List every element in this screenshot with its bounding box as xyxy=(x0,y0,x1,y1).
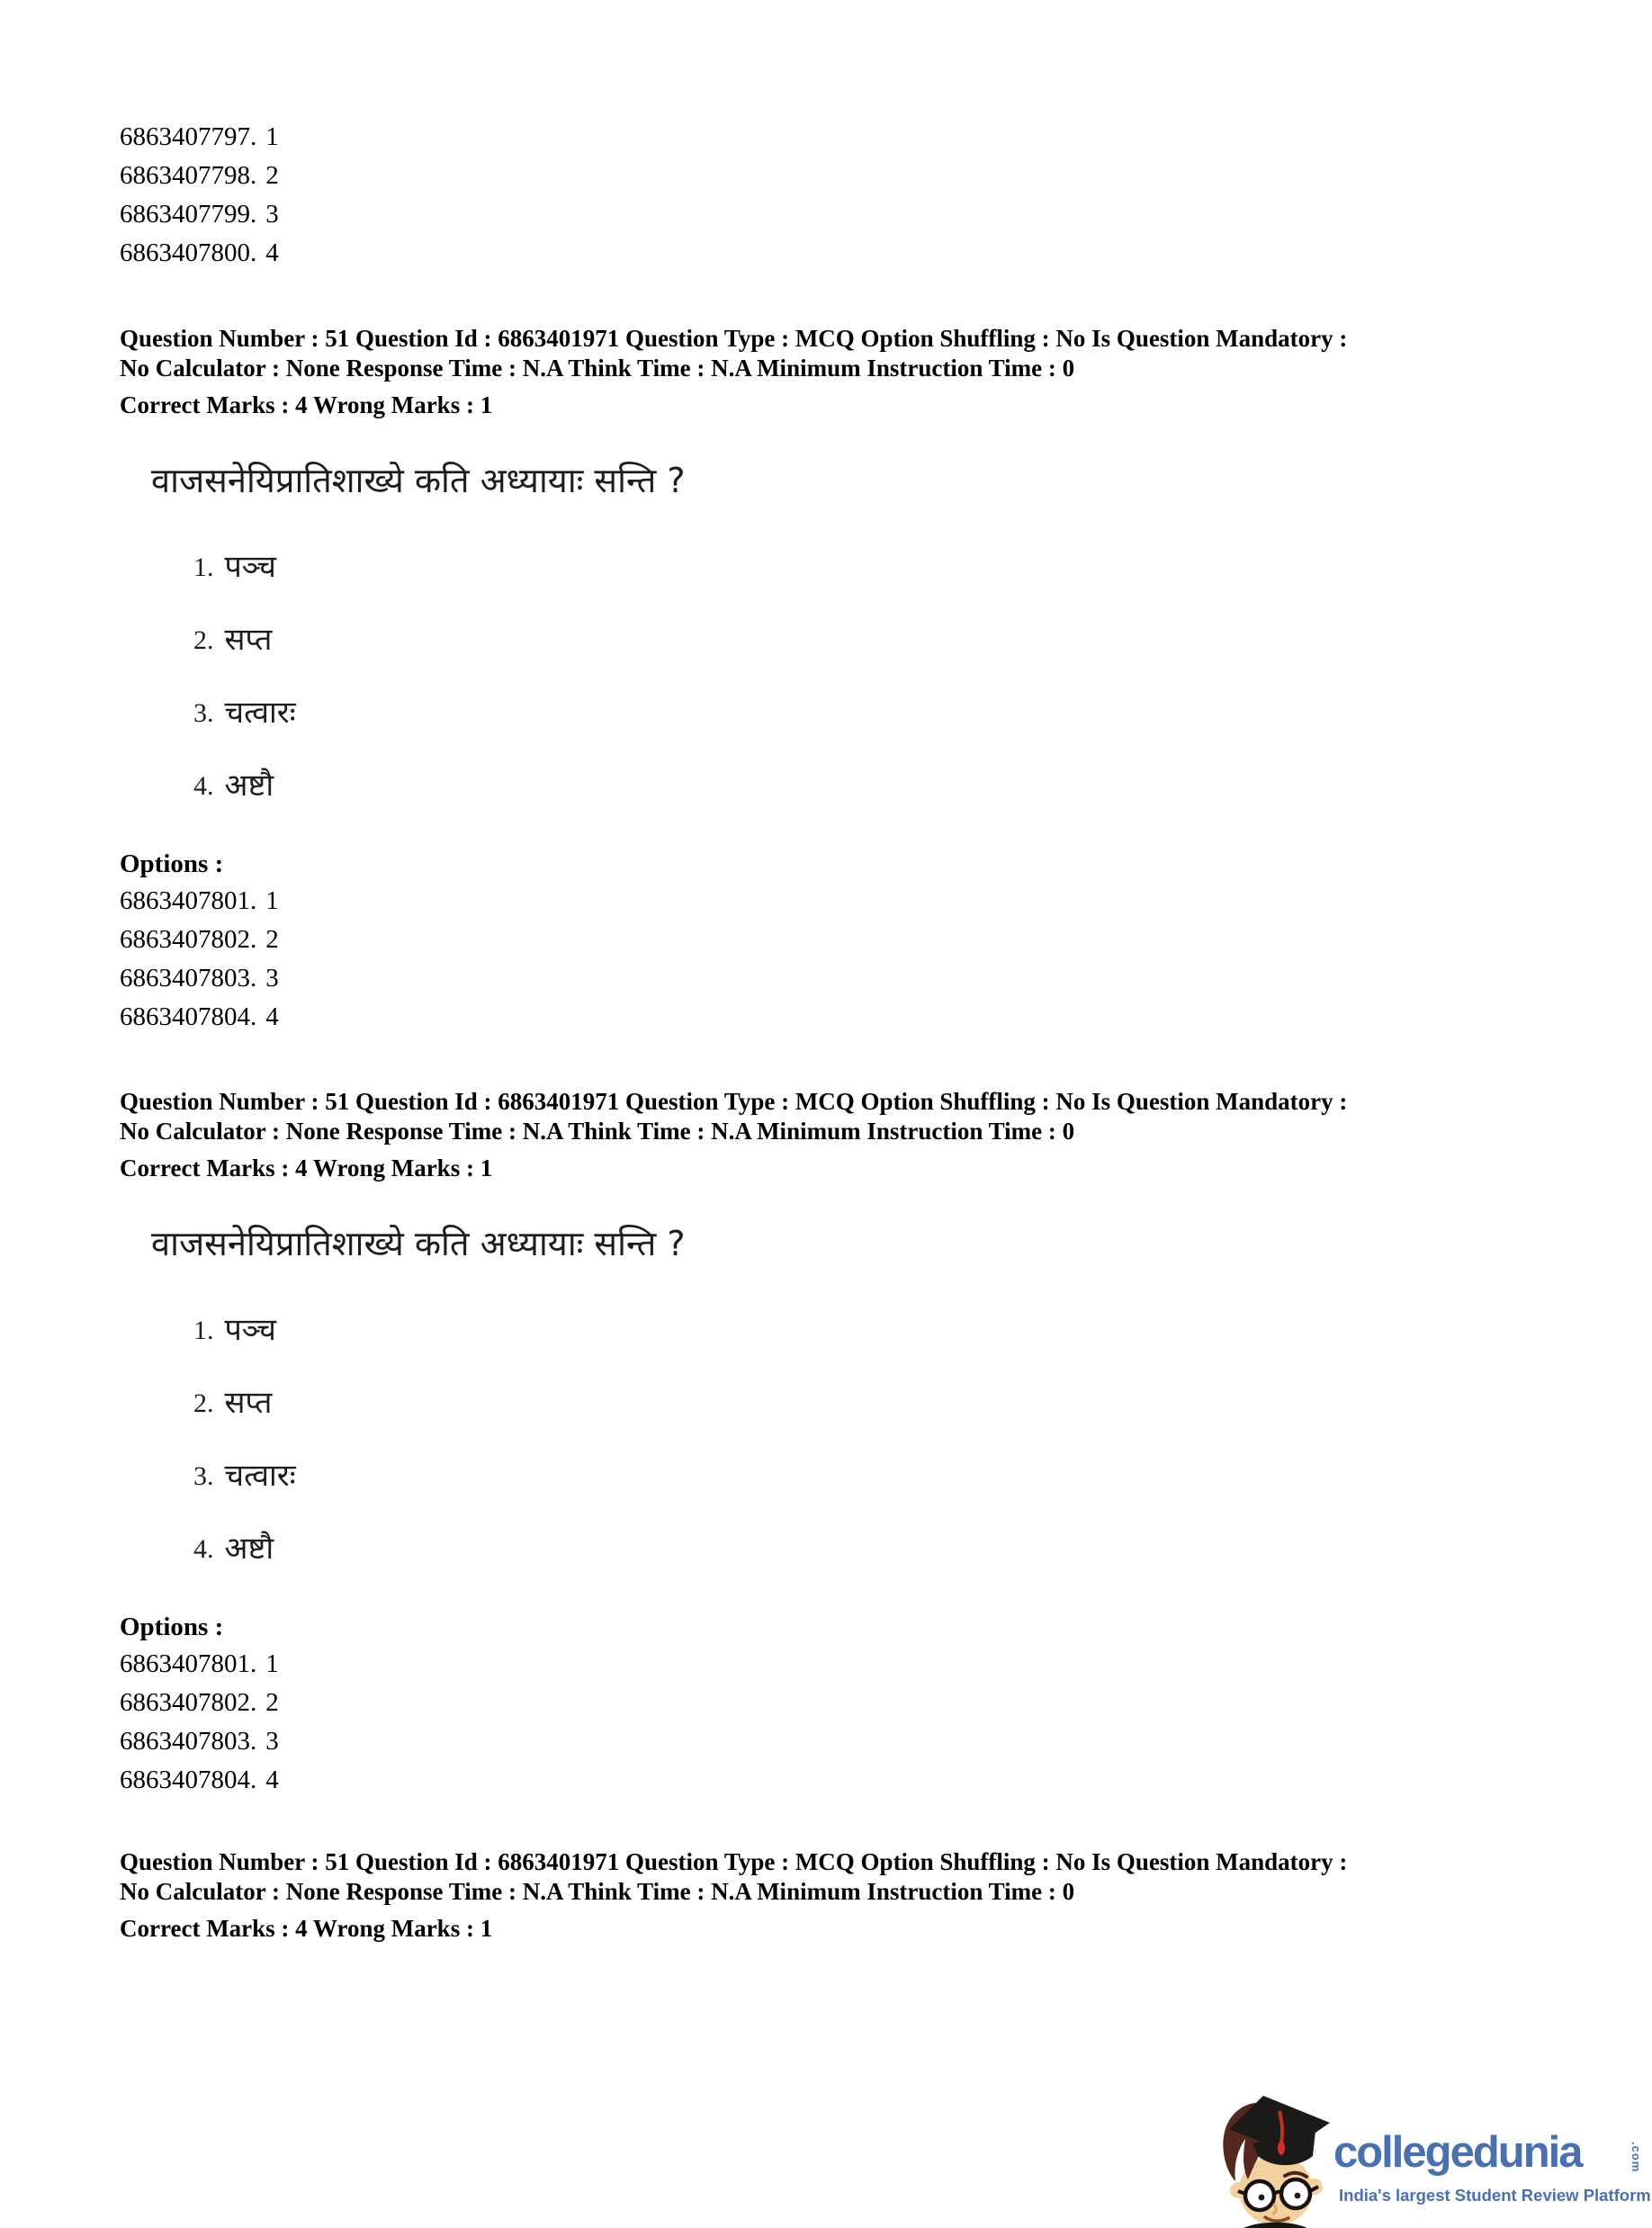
collegedunia-logo xyxy=(1217,2084,1652,2228)
choice-item xyxy=(193,688,1595,732)
choice-text: अष्टौ xyxy=(224,1531,274,1567)
option-answer-number: 1 xyxy=(265,886,279,915)
option-id-row xyxy=(120,998,1595,1037)
choice-text: अष्टौ xyxy=(224,768,274,804)
option-id: 6863407799. xyxy=(120,200,257,229)
choice-number: 1. xyxy=(193,1316,214,1345)
option-id-row xyxy=(120,1722,1595,1761)
question-metadata xyxy=(120,1087,1595,1146)
option-id-row xyxy=(120,234,1595,273)
choice-number: 1. xyxy=(193,553,214,582)
option-id: 6863407797. xyxy=(120,122,257,151)
question-block xyxy=(120,1087,1595,1800)
student-mascot-icon xyxy=(1217,2093,1333,2228)
option-answer-number: 4 xyxy=(265,238,279,267)
choice-text: चत्वारः xyxy=(224,1458,296,1494)
option-id: 6863407798. xyxy=(120,161,257,190)
choice-number: 4. xyxy=(193,1534,214,1564)
option-answer-number: 4 xyxy=(265,1002,279,1031)
question-metadata-line: Question Number : 51 Question Id : 6863401971 Question Type : MCQ Option Shuffling : No Is Question Mandatory : xyxy=(120,325,1348,352)
option-id-row xyxy=(120,1684,1595,1722)
choice-number: 3. xyxy=(193,698,214,728)
option-answer-number: 2 xyxy=(265,161,279,190)
question-metadata-line: No Calculator : None Response Time : N.A Think Time : N.A Minimum Instruction Time : 0 xyxy=(120,355,1075,382)
option-answer-number: 4 xyxy=(265,1765,279,1794)
option-id: 6863407802. xyxy=(120,1688,257,1717)
choice-item xyxy=(193,543,1595,586)
marks-line: Correct Marks : 4 Wrong Marks : 1 xyxy=(120,391,493,418)
marks-line: Correct Marks : 4 Wrong Marks : 1 xyxy=(120,1154,493,1181)
question-metadata-line: No Calculator : None Response Time : N.A Think Time : N.A Minimum Instruction Time : 0 xyxy=(120,1118,1075,1145)
option-id-list xyxy=(120,118,1595,273)
choice-list xyxy=(193,1306,1595,1568)
option-id: 6863407804. xyxy=(120,1002,257,1031)
choice-text: सप्त xyxy=(224,1385,273,1421)
option-id: 6863407803. xyxy=(120,1727,257,1756)
choice-text: पञ्च xyxy=(224,1312,276,1348)
option-id: 6863407800. xyxy=(120,238,257,267)
option-id-row xyxy=(120,1645,1595,1684)
option-answer-number: 2 xyxy=(265,1688,279,1717)
question-metadata-line: Question Number : 51 Question Id : 6863401971 Question Type : MCQ Option Shuffling : No Is Question Mandatory : xyxy=(120,1848,1348,1875)
choice-item xyxy=(193,615,1595,659)
option-answer-number: 1 xyxy=(265,1649,279,1678)
option-id-list xyxy=(120,1645,1595,1800)
options-heading: Options : xyxy=(120,849,224,878)
brand-tagline: India's largest Student Review Platform xyxy=(1339,2186,1651,2205)
brand-domain-suffix: .com xyxy=(1630,2142,1643,2173)
marks-line: Correct Marks : 4 Wrong Marks : 1 xyxy=(120,1915,493,1942)
choice-item xyxy=(193,1524,1595,1568)
question-metadata-line: No Calculator : None Response Time : N.A Think Time : N.A Minimum Instruction Time : 0 xyxy=(120,1878,1075,1905)
option-id: 6863407804. xyxy=(120,1765,257,1794)
option-answer-number: 3 xyxy=(265,200,279,229)
question-text-devanagari: वाजसनेयिप्रातिशाख्ये कति अध्यायाः सन्ति ? xyxy=(151,461,686,500)
choice-text: चत्वारः xyxy=(224,695,296,731)
question-block xyxy=(120,1847,1595,1944)
question-metadata xyxy=(120,1847,1595,1907)
choice-text: सप्त xyxy=(224,622,273,658)
option-id-row xyxy=(120,921,1595,959)
choice-item xyxy=(193,761,1595,804)
choice-number: 4. xyxy=(193,771,214,801)
choice-number: 2. xyxy=(193,625,214,655)
option-answer-number: 1 xyxy=(265,122,279,151)
choice-text: पञ्च xyxy=(224,549,276,585)
option-answer-number: 2 xyxy=(265,925,279,954)
option-answer-number: 3 xyxy=(265,964,279,993)
option-id-row xyxy=(120,1761,1595,1800)
option-id-list xyxy=(120,882,1595,1037)
option-id-row xyxy=(120,959,1595,998)
option-id-row xyxy=(120,118,1595,157)
question-metadata xyxy=(120,324,1595,383)
question-block xyxy=(120,324,1595,1037)
question-text-devanagari: वाजसनेयिप्रातिशाख्ये कति अध्यायाः सन्ति ? xyxy=(151,1224,686,1263)
choice-item xyxy=(193,1306,1595,1349)
option-id: 6863407801. xyxy=(120,1649,257,1678)
option-id-row xyxy=(120,882,1595,921)
option-id-row xyxy=(120,195,1595,234)
choice-item xyxy=(193,1451,1595,1495)
choice-number: 2. xyxy=(193,1388,214,1418)
brand-wordmark: collegedunia xyxy=(1333,2128,1582,2177)
choice-list xyxy=(193,543,1595,804)
option-id-row xyxy=(120,157,1595,195)
choice-item xyxy=(193,1379,1595,1422)
question-metadata-line: Question Number : 51 Question Id : 6863401971 Question Type : MCQ Option Shuffling : No Is Question Mandatory : xyxy=(120,1088,1348,1115)
option-id: 6863407801. xyxy=(120,886,257,915)
option-id: 6863407802. xyxy=(120,925,257,954)
options-heading: Options : xyxy=(120,1613,224,1641)
choice-number: 3. xyxy=(193,1461,214,1491)
option-id: 6863407803. xyxy=(120,964,257,993)
option-answer-number: 3 xyxy=(265,1727,279,1756)
